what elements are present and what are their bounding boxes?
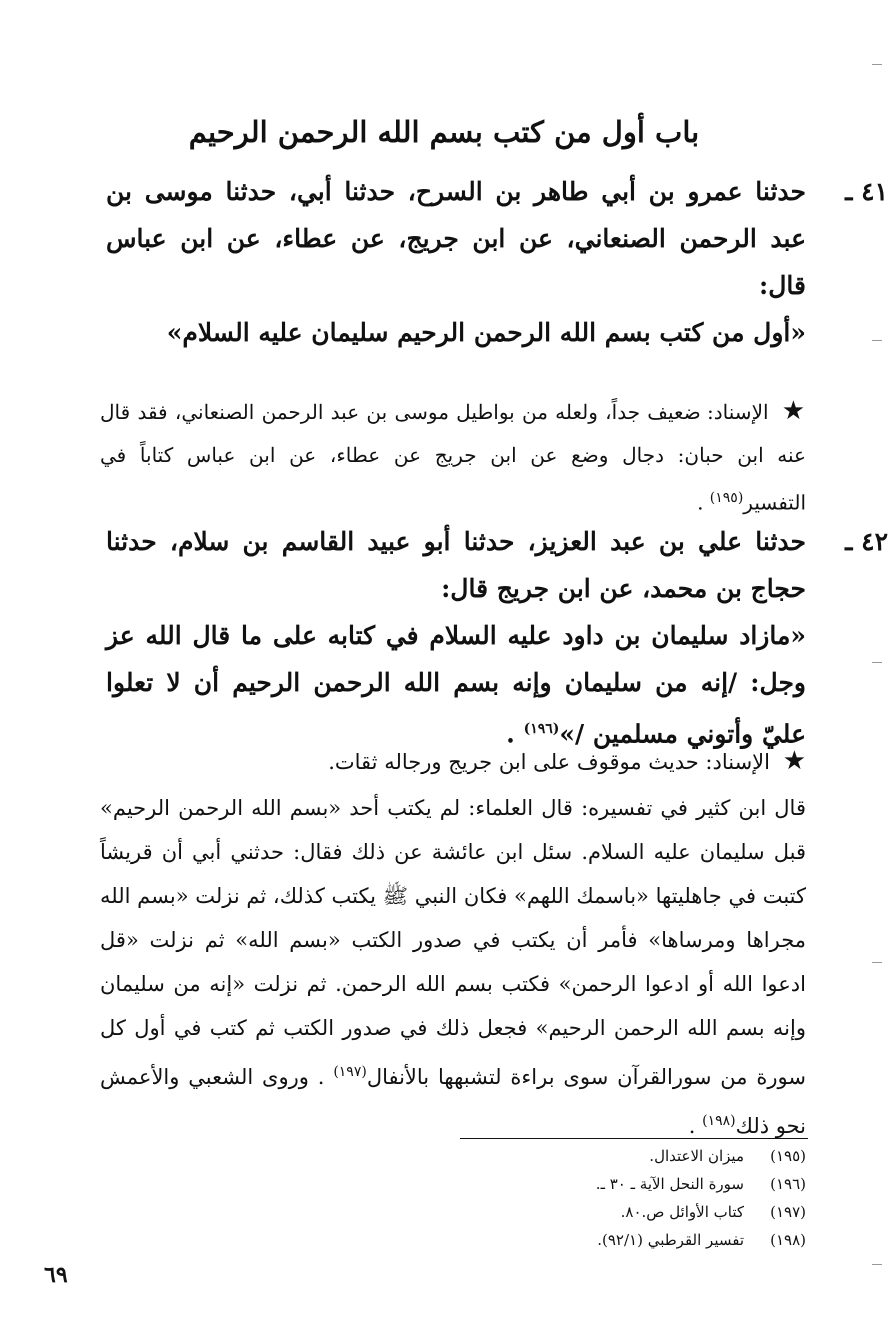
footnote-number: (١٩٥) — [770, 1147, 806, 1165]
hadith-number: ٤٢ ـ — [845, 527, 888, 556]
footnote-text: كتاب الأوائل ص.٨٠. — [620, 1203, 744, 1221]
footnote-item — [406, 1198, 806, 1226]
footnote-number: (١٩٦) — [770, 1175, 806, 1193]
matn-text: «مازاد سليمان بن داود عليه السلام في كتابه على ما قال الله عز وجل: /إنه من سليمان وإنه بسم الله الرحمن الرحيم أن لا تعلوا عليّ وأتوني مسلمين /» — [106, 621, 806, 749]
footnote-ref: (١٩٥) — [709, 490, 744, 506]
scan-edge-mark — [872, 64, 882, 65]
scan-edge-mark — [872, 1264, 882, 1265]
hadith-41 — [106, 168, 888, 356]
note-end: . — [697, 490, 704, 515]
scan-edge-mark — [872, 962, 882, 963]
note-text: الإسناد: حديث موقوف على ابن جريج ورجاله ثقات. — [328, 750, 770, 774]
footnote-item — [406, 1170, 806, 1198]
footnote-number: (١٩٨) — [770, 1231, 806, 1249]
hadith-number: ٤١ ـ — [845, 177, 888, 206]
hadith-isnad: حدثنا علي بن عبد العزيز، حدثنا أبو عبيد القاسم بن سلام، حدثنا حجاج بن محمد، عن ابن جريج قال: — [106, 527, 806, 603]
commentary-paragraph — [100, 786, 806, 1148]
isnad-note-42 — [100, 740, 806, 784]
footnote-divider — [460, 1138, 808, 1139]
footnote-text: ميزان الاعتدال. — [649, 1147, 744, 1165]
hadith-isnad: حدثنا عمرو بن أبي طاهر بن السرح، حدثنا أبي، حدثنا موسى بن عبد الرحمن الصنعاني، عن ابن جريج، عن عطاء، عن ابن عباس قال: — [106, 177, 806, 300]
star-icon: ★ — [782, 746, 806, 776]
isnad-note-41 — [100, 390, 806, 525]
hadith-matn — [106, 612, 806, 757]
commentary-mid: . وروى الشعبي والأعمش نحو ذلك — [100, 1065, 806, 1138]
hadith-matn: «أول من كتب بسم الله الرحمن الرحيم سليمان عليه السلام» — [166, 318, 806, 347]
footnote-ref: (١٩٦) — [523, 721, 560, 737]
note-text: الإسناد: ضعيف جداً، ولعله من بواطيل موسى بن عبد الرحمن الصنعاني، فقد قال عنه ابن حبان: دجال وضع عن ابن جريج عن عطاء، عن ابن عباس كتاباً في التفسير — [100, 400, 806, 515]
commentary-text: قال ابن كثير في تفسيره: قال العلماء: لم يكتب أحد «بسم الله الرحمن الرحيم» قبل سليمان عليه السلام. سئل ابن عائشة عن ذلك فقال: حدثني أبي أن قريشاً كتبت في جاهليتها «باسمك اللهم» فكان النبي ﷺ يكتب كذلك، ثم نزلت «بسم الله مجراها ومرساها» فأمر أن يكتب في صدور الكتب «بسم الله» ثم نزلت «قل ادعوا الله أو ادعوا الرحمن» فكتب بسم الله الرحمن. ثم نزلت «إنه من سليمان وإنه بسم الله الرحمن الرحيم» فجعل ذلك في صدور الكتب ثم كتب في أول كل سورة من سورالقرآن سوى براءة لتشبهها بالأنفال — [100, 796, 806, 1089]
footnote-text: سورة النحل الآية ـ ٣٠ ـ. — [595, 1175, 744, 1193]
commentary-end: . — [688, 1114, 696, 1138]
footnote-number: (١٩٧) — [770, 1203, 806, 1221]
footnote-ref: (١٩٧) — [333, 1064, 367, 1080]
scan-edge-mark — [872, 340, 882, 341]
footnote-ref: (١٩٨) — [702, 1113, 736, 1129]
footnote-text: تفسير القرطبي (٩٢/١). — [597, 1231, 744, 1249]
footnotes — [406, 1142, 806, 1254]
chapter-title: باب أول من كتب بسم الله الرحمن الرحيم — [188, 115, 700, 149]
star-icon: ★ — [781, 396, 807, 426]
page-number: ٦٩ — [44, 1262, 68, 1288]
scan-edge-mark — [872, 662, 882, 663]
footnote-item — [406, 1142, 806, 1170]
hadith-42 — [106, 518, 888, 757]
footnote-item — [406, 1226, 806, 1254]
matn-end: . — [506, 719, 515, 749]
